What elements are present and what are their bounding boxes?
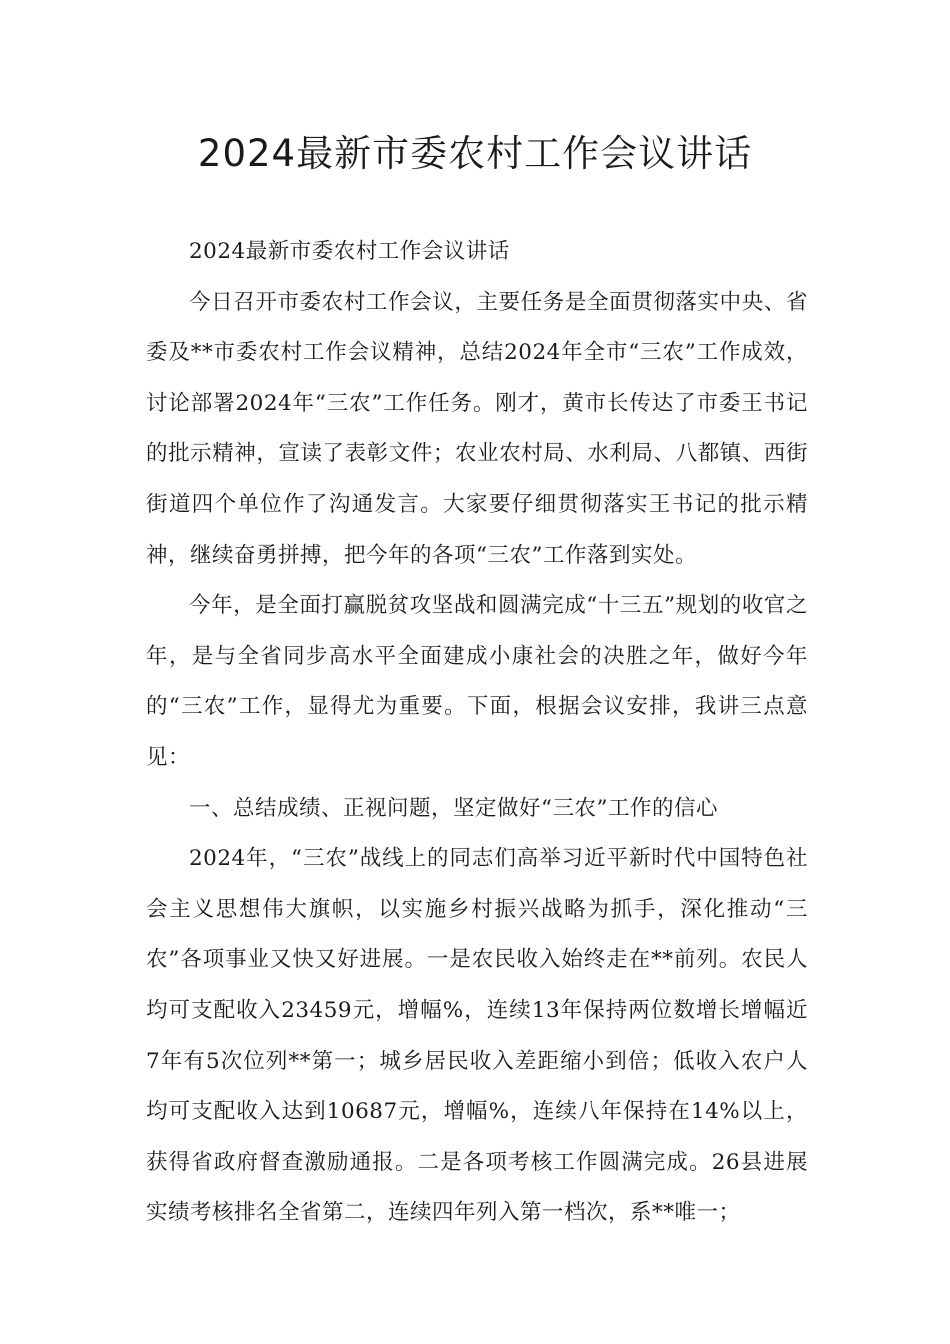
paragraph-subtitle: 2024最新市委农村工作会议讲话 [189,239,510,264]
document-body [146,227,808,1239]
section-heading-1: 一、总结成绩、正视问题，坚定做好“三农”工作的信心 [189,795,718,821]
paragraph-intro: 今日召开市委农村工作会议，主要任务是全面贯彻落实中央、省委及**市委农村工作会议精神，总结2024年全市“三农”工作成效，讨论部署2024年“三农”工作任务。刚才，黄市长传达了市委王书记的批示精神，宣读了表彰文件；农业农村局、水利局、八都镇、西街街道四个单位作了沟通发言。大家要仔细贯彻落实王书记的批示精神，继续奋勇拼搏，把今年的各项“三农”工作落到实处。 [146,289,808,568]
paragraph-achievements: 2024年，“三农”战线上的同志们高举习近平新时代中国特色社会主义思想伟大旗帜，以实施乡村振兴战略为抓手，深化推动“三农”各项事业又快又好进展。一是农民收入始终走在**前列。农民人均可支配收入23459元，增幅%，连续13年保持两位数增长增幅近7年有5次位列**第一；城乡居民收入差距缩小到倍；低收入农户人均可支配收入达到10687元，增幅%，连续八年保持在14%以上，获得省政府督查激励通报。二是各项考核工作圆满完成。26县进展实绩考核排名全省第二，连续四年列入第一档次，系**唯一； [146,846,808,1226]
paragraph-context: 今年，是全面打赢脱贫攻坚战和圆满完成“十三五”规划的收官之年，是与全省同步高水平全面建成小康社会的决胜之年，做好今年的“三农”工作，显得尤为重要。下面，根据会议安排，我讲三点意见： [146,593,808,770]
document-title: 2024最新市委农村工作会议讲话 [197,132,753,175]
